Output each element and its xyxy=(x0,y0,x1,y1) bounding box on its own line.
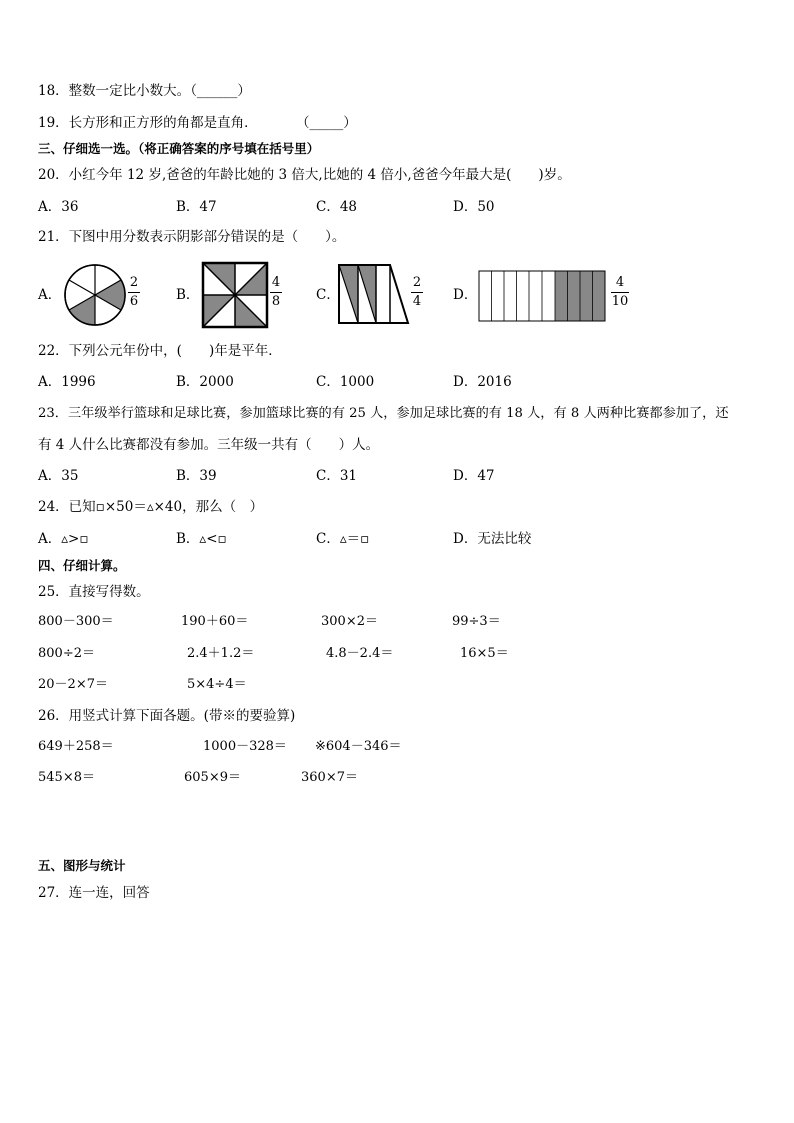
answer-blank[interactable]: （_____） xyxy=(296,115,357,131)
calc-item: 2.4＋1.2＝ xyxy=(187,646,255,661)
option-d[interactable]: D． xyxy=(453,287,478,303)
numerator: 4 xyxy=(271,275,281,290)
calc-item: 300×2＝ xyxy=(321,614,378,629)
calc-item: 1000－328＝ xyxy=(203,739,287,754)
calc-item: 4.8－2.4＝ xyxy=(326,646,394,661)
question-19-text: 19．长方形和正方形的角都是直角． xyxy=(38,115,258,131)
calc-item: 800÷2＝ xyxy=(38,646,95,661)
section-heading-5: 五、图形与统计 xyxy=(38,858,126,873)
option-d[interactable]: D．50 xyxy=(453,199,495,215)
fraction-label xyxy=(411,276,423,309)
square-triangles-icon xyxy=(202,262,268,328)
option-a[interactable]: A．▵>▫ xyxy=(38,531,89,547)
option-a[interactable]: A．35 xyxy=(38,468,79,484)
option-d[interactable]: D．47 xyxy=(453,468,495,484)
calc-item: 545×8＝ xyxy=(38,770,95,785)
option-c[interactable]: C．1000 xyxy=(316,374,375,390)
question-18 xyxy=(38,82,251,100)
option-c[interactable]: C．48 xyxy=(316,199,358,215)
denominator: 4 xyxy=(412,294,422,309)
parallelogram-fraction-icon xyxy=(338,264,410,324)
question-22-text: 22．下列公元年份中，( )年是平年． xyxy=(38,343,282,359)
denominator: 10 xyxy=(611,294,629,309)
calc-item: 360×7＝ xyxy=(301,770,358,785)
question-21-text: 21．下图中用分数表示阴影部分错误的是（ ）。 xyxy=(38,229,346,245)
question-20-text: 20．小红今年 12 岁,爸爸的年龄比她的 3 倍大,比她的 4 倍小,爸爸今年最大是( )岁。 xyxy=(38,167,571,183)
calc-item: 605×9＝ xyxy=(184,770,241,785)
circle-fraction-icon xyxy=(64,264,126,326)
option-d[interactable]: D．无法比较 xyxy=(453,531,532,547)
numerator: 2 xyxy=(412,275,422,290)
option-d[interactable]: D．2016 xyxy=(453,374,512,390)
question-27-text: 27．连一连，回答 xyxy=(38,885,150,901)
option-b[interactable]: B．39 xyxy=(176,468,217,484)
calc-item: 649＋258＝ xyxy=(38,739,114,754)
section-heading-4: 四、仔细计算。 xyxy=(38,558,126,573)
option-a[interactable]: A．36 xyxy=(38,199,79,215)
question-18-text: 18．整数一定比小数大。 xyxy=(38,83,191,99)
numerator: 4 xyxy=(615,275,625,290)
option-c[interactable]: C．▵＝▫ xyxy=(316,531,370,547)
denominator: 6 xyxy=(129,294,139,309)
option-c[interactable]: C． xyxy=(316,287,340,303)
option-a[interactable]: A．1996 xyxy=(38,374,96,390)
fraction-label xyxy=(270,276,282,309)
question-23-text: 23．三年级举行篮球和足球比赛，参加篮球比赛的有 25 人，参加足球比赛的有 18 人，有 8 人两种比赛都参加了，还 xyxy=(38,406,729,421)
fraction-label xyxy=(128,276,140,309)
numerator: 2 xyxy=(129,275,139,290)
option-b[interactable]: B． xyxy=(176,287,200,303)
option-b[interactable]: B．▵<▫ xyxy=(176,531,227,547)
calc-item: 5×4÷4＝ xyxy=(187,677,247,692)
option-c[interactable]: C．31 xyxy=(316,468,358,484)
question-23-text-cont: 有 4 人什么比赛都没有参加。三年级一共有（ ）人。 xyxy=(38,437,380,453)
calc-item: 20－2×7＝ xyxy=(38,677,108,692)
answer-blank[interactable]: （______） xyxy=(190,83,251,99)
question-19 xyxy=(38,114,258,132)
option-a[interactable]: A． xyxy=(38,287,62,303)
question-25-text: 25．直接写得数。 xyxy=(38,584,150,600)
strip-bars-icon xyxy=(478,270,606,322)
question-26-text: 26．用竖式计算下面各题。(带※的要验算) xyxy=(38,708,296,724)
calc-item: 16×5＝ xyxy=(460,646,509,661)
denominator: 8 xyxy=(271,294,281,309)
section-heading-3: 三、仔细选一选。（将正确答案的序号填在括号里） xyxy=(38,141,320,156)
fraction-label xyxy=(611,276,629,309)
question-24-text: 24．已知▫×50＝▵×40，那么（ ） xyxy=(38,499,264,515)
option-b[interactable]: B．47 xyxy=(176,199,217,215)
calc-item: ※604－346＝ xyxy=(315,739,402,754)
option-b[interactable]: B．2000 xyxy=(176,374,234,390)
calc-item: 190＋60＝ xyxy=(181,614,249,629)
calc-item: 99÷3＝ xyxy=(452,614,501,629)
calc-item: 800－300＝ xyxy=(38,614,114,629)
